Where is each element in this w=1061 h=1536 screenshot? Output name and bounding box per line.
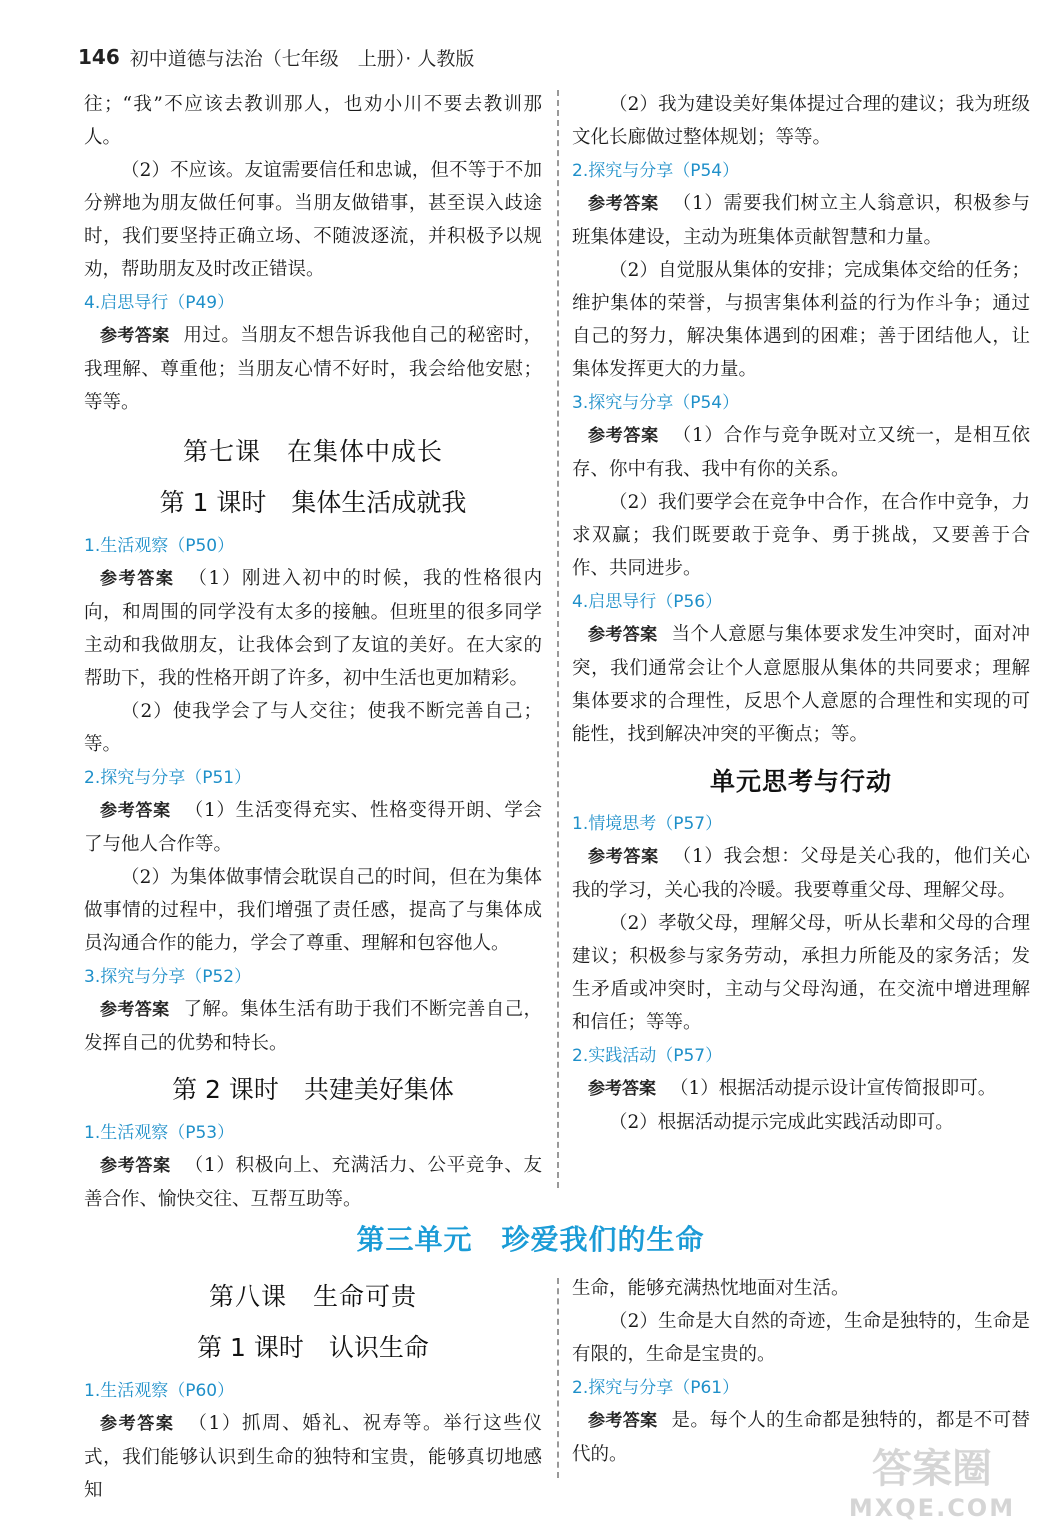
answer-label: 参考答案 [100, 1156, 171, 1176]
answer-label: 参考答案 [100, 801, 171, 821]
section-heading: 2.探究与分享（P51） [84, 768, 252, 788]
lesson-title: 第八课 生命可贵 [208, 1282, 417, 1311]
answer-label: 参考答案 [588, 194, 659, 214]
unit3-left-column [84, 1272, 542, 1507]
right-column [572, 88, 1030, 1139]
period-title: 第 1 课时 集体生活成就我 [159, 488, 467, 517]
page-header [78, 40, 474, 74]
section-heading: 4.启思导行（P49） [84, 293, 235, 313]
answer-text: （1）合作与竞争既对立又统一，是相互依存、你中有我、我中有你的关系。 [572, 425, 1031, 480]
lesson-title: 第七课 在集体中成长 [182, 437, 443, 466]
answer-label: 参考答案 [100, 326, 170, 346]
section-heading: 3.探究与分享（P54） [572, 393, 740, 413]
answer-text: （1）积极向上、充满活力、公平竞争、友善合作、愉快交往、互帮互助等。 [84, 1155, 543, 1210]
period-title: 第 2 课时 共建美好集体 [172, 1075, 454, 1104]
section-heading: 2.探究与分享（P54） [572, 161, 740, 181]
answer-text: （1）抓周、婚礼、祝寿等。举行这些仪式，我们能够认识到生命的独特和宝贵，能够真切地感知 [84, 1413, 543, 1501]
answer-text: 了解。集体生活有助于我们不断完善自己，发挥自己的优势和特长。 [84, 999, 542, 1054]
paragraph: 往；“我”不应该去教训那人，也劝小川不要去教训那人。 [84, 94, 542, 148]
answer-label: 参考答案 [100, 1414, 175, 1434]
paragraph: （2）我为建设美好集体提过合理的建议；我为班级文化长廊做过整体规划；等等。 [572, 94, 1030, 148]
unit-review-title: 单元思考与行动 [709, 767, 892, 796]
section-heading: 3.探究与分享（P52） [84, 967, 252, 987]
unit-title: 第三单元 珍爱我们的生命 [356, 1223, 705, 1256]
answer-label: 参考答案 [588, 1411, 658, 1431]
column-divider [557, 1278, 559, 1478]
section-heading: 2.探究与分享（P61） [572, 1378, 740, 1398]
answer-label: 参考答案 [588, 426, 659, 446]
section-heading: 1.生活观察（P50） [84, 536, 235, 556]
section-heading: 1.情境思考（P57） [572, 814, 723, 834]
watermark-logo [837, 1436, 1027, 1526]
page-number: 146 [78, 45, 120, 69]
paragraph: 生命，能够充满热忱地面对生活。 [572, 1278, 850, 1299]
section-heading: 2.实践活动（P57） [572, 1046, 723, 1066]
period-title: 第 1 课时 认识生命 [197, 1333, 429, 1362]
section-heading: 1.生活观察（P53） [84, 1123, 235, 1143]
answer-text: （1）刚进入初中的时候，我的性格很内向，和周围的同学没有太多的接触。但班里的很多同学主动和我做朋友，让我体会到了友谊的美好。在大家的帮助下，我的性格开朗了许多，初中生活也更加精彩。 [84, 568, 543, 689]
paragraph: （2）自觉服从集体的安排；完成集体交给的任务；维护集体的荣誉，与损害集体利益的行为作斗争；通过自己的努力，解决集体遇到的困难；善于团结他人，让集体发挥更大的力量。 [572, 260, 1030, 380]
paragraph: （2）不应该。友谊需要信任和忠诚，但不等于不加分辨地为朋友做任何事。当朋友做错事，甚至误入歧途时，我们要坚持正确立场、不随波逐流，并积极予以规劝，帮助朋友及时改正错误。 [84, 160, 542, 280]
paragraph: （2）使我学会了与人交往；使我不断完善自己；等。 [84, 701, 542, 755]
paragraph: （2）孝敬父母，理解父母，听从长辈和父母的合理建议；积极参与家务劳动，承担力所能及的家务活；发生矛盾或冲突时，主动与父母沟通，在交流中增进理解和信任；等等。 [572, 913, 1030, 1033]
paragraph: （2）生命是大自然的奇迹，生命是独特的，生命是有限的，生命是宝贵的。 [572, 1311, 1030, 1365]
watermark-line2: MXQE.COM [848, 1494, 1016, 1522]
paragraph: （2）我们要学会在竞争中合作，在合作中竞争，力求双赢；我们既要敢于竞争、勇于挑战，又要善于合作、共同进步。 [572, 492, 1030, 579]
answer-text: 是。每个人的生命都是独特的，都是不可替代的。 [572, 1410, 1030, 1465]
column-divider [557, 90, 559, 1188]
answer-label: 参考答案 [100, 569, 175, 589]
answer-text: （1）生活变得充实、性格变得开朗、学会了与他人合作等。 [84, 800, 543, 855]
answer-text: 当个人意愿与集体要求发生冲突时，面对冲突，我们通常会让个人意愿服从集体的共同要求；理解集体要求的合理性，反思个人意愿的合理性和实现的可能性，找到解决冲突的平衡点；等。 [572, 624, 1030, 745]
watermark-line1: 答案圈 [872, 1446, 992, 1492]
left-column [84, 88, 542, 1216]
answer-label: 参考答案 [588, 847, 659, 867]
answer-label: 参考答案 [588, 625, 658, 645]
answer-label: 参考答案 [588, 1079, 656, 1099]
answer-label: 参考答案 [100, 1000, 170, 1020]
section-heading: 1.生活观察（P60） [84, 1381, 235, 1401]
answer-text: （1）需要我们树立主人翁意识，积极参与班集体建设，主动为班集体贡献智慧和力量。 [572, 193, 1031, 248]
answer-text: 用过。当朋友不想告诉我他自己的秘密时，我理解、尊重他；当朋友心情不好时，我会给他安慰；等等。 [84, 325, 542, 413]
section-heading: 4.启思导行（P56） [572, 592, 723, 612]
book-title: 初中道德与法治（七年级 上册）· 人教版 [129, 47, 475, 70]
paragraph: （2）根据活动提示完成此实践活动即可。 [609, 1112, 954, 1133]
answer-text: （1）我会想：父母是关心我的，他们关心我的学习，关心我的冷暖。我要尊重父母、理解父母。 [572, 846, 1031, 901]
answer-text: （1）根据活动提示设计宣传简报即可。 [670, 1078, 997, 1099]
paragraph: （2）为集体做事情会耽误自己的时间，但在为集体做事情的过程中，我们增强了责任感，提高了与集体成员沟通合作的能力，学会了尊重、理解和包容他人。 [84, 867, 542, 954]
